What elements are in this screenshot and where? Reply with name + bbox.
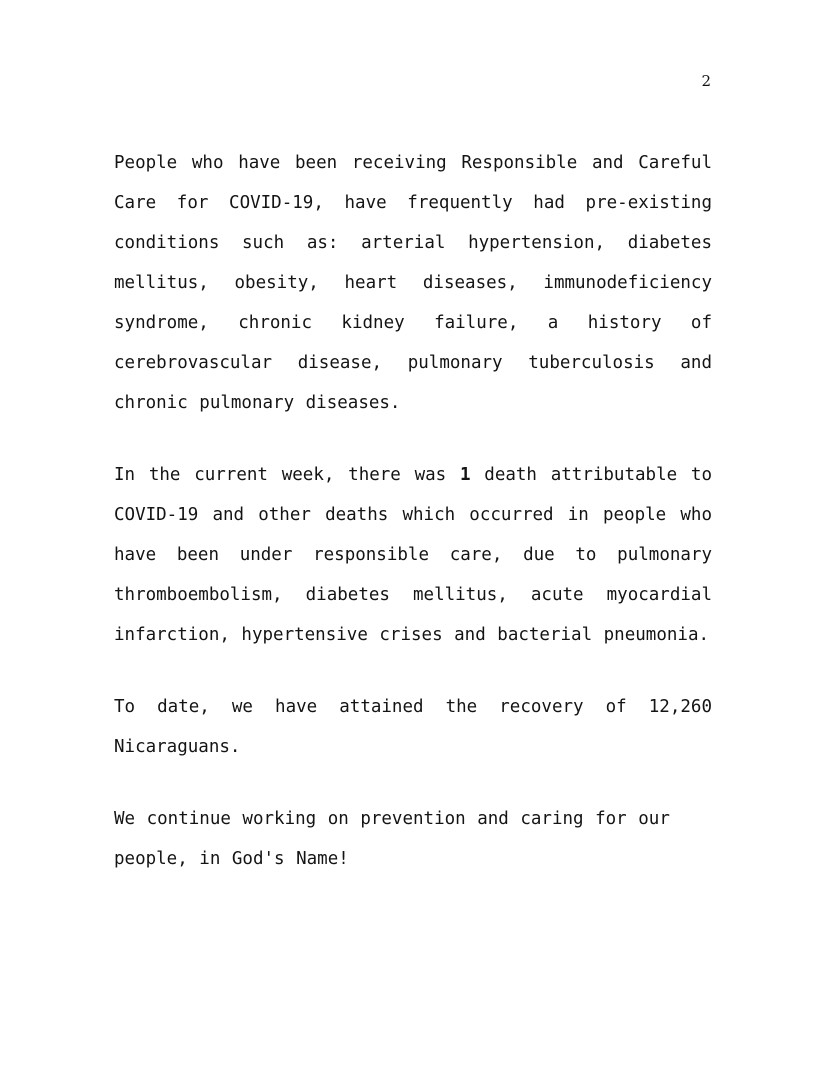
paragraph-2 [114,455,712,655]
document-body [114,143,712,879]
page-number: 2 [701,72,711,90]
paragraph-4: We continue working on prevention and caring for our people, in God's Name! [114,809,670,869]
paragraph-1: People who have been receiving Responsible and Careful Care for COVID-19, have frequently had pre-existing conditions such as: arterial hypertension, diabetes mellitus, obesity, heart diseases, immunodeficiency syndrome, chronic kidney failure, a history of cerebrovascular disease, pulmonary tuberculosis and chronic pulmonary diseases. [114,153,712,413]
paragraph-2-text-after: death attributable to COVID-19 and other deaths which occurred in people who have been under responsible care, due to pulmonary thromboembolism, diabetes mellitus, acute myocardial infarction, hypertensive crises and bacterial pneumonia. [114,465,712,645]
paragraph-3: To date, we have attained the recovery of 12,260 Nicaraguans. [114,697,712,757]
paragraph-2-text-before: In the current week, there was [114,465,460,485]
death-count-emphasis: 1 [459,465,471,485]
